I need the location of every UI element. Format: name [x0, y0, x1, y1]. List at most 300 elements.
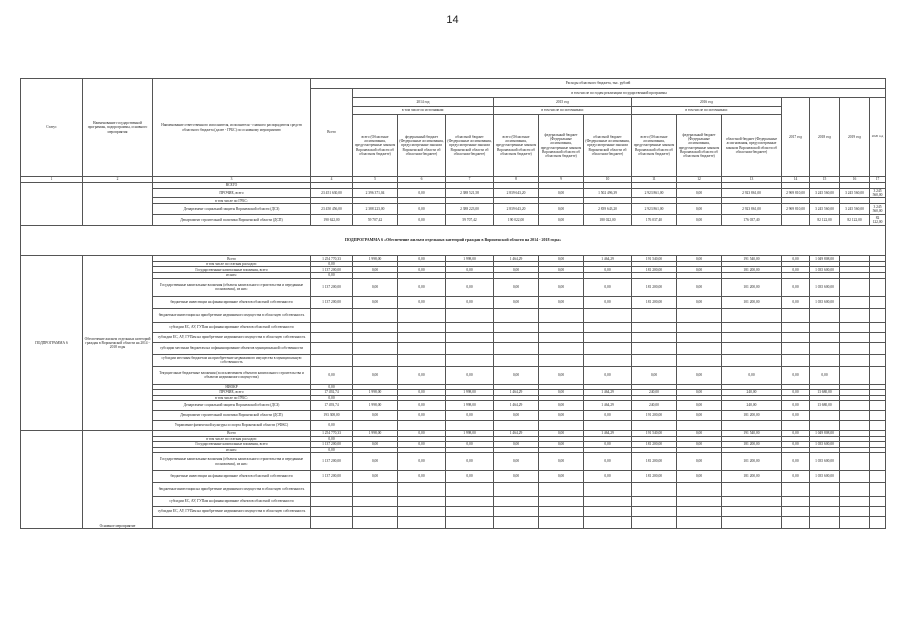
- value-cell: 59 707,42: [353, 215, 398, 226]
- value-cell: 23 451 630,00: [311, 189, 353, 198]
- value-cell: 0,00: [398, 278, 446, 296]
- row-label: субсидии ЕС, АУ, ГУПам на финансирование объектов областной собственности: [153, 322, 311, 332]
- value-cell: 0,00: [311, 447, 353, 452]
- value-cell: [722, 332, 782, 342]
- value-cell: [840, 410, 870, 420]
- value-cell: 0,00: [446, 296, 494, 308]
- expenses-title: Расходы областного бюджета, тыс. рублей: [311, 79, 886, 89]
- value-cell: [446, 322, 494, 332]
- value-cell: 0,00: [677, 453, 722, 471]
- value-cell: 181 200,00: [722, 441, 782, 447]
- status-header: Статус: [21, 79, 83, 177]
- value-cell: 1 464,29: [584, 389, 632, 395]
- value-cell: 0,00: [398, 471, 446, 483]
- value-cell: 0,00: [311, 273, 353, 278]
- value-cell: [782, 420, 810, 430]
- value-cell: 1 137 200,00: [311, 267, 353, 273]
- value-cell: [353, 354, 398, 366]
- value-cell: [840, 420, 870, 430]
- value-cell: [311, 517, 353, 529]
- column-number: 10: [584, 177, 632, 183]
- value-cell: 0,00: [677, 278, 722, 296]
- value-cell: [810, 354, 840, 366]
- year-2014: 2014 год: [353, 98, 494, 107]
- value-cell: 0,00: [584, 278, 632, 296]
- column-number: 5: [353, 177, 398, 183]
- value-cell: [446, 354, 494, 366]
- value-cell: [782, 215, 810, 226]
- value-cell: 1 998,00: [353, 389, 398, 395]
- value-cell: 3 245 560,00: [870, 204, 886, 215]
- value-cell: 0,00: [494, 278, 539, 296]
- value-cell: [584, 354, 632, 366]
- value-cell: [311, 308, 353, 322]
- value-cell: [539, 322, 584, 332]
- year-2016: 2016 год: [632, 98, 782, 107]
- column-number: 4: [311, 177, 353, 183]
- value-cell: [584, 517, 632, 529]
- value-cell: 13 680,00: [810, 400, 840, 410]
- value-cell: [632, 354, 677, 366]
- value-cell: [632, 483, 677, 497]
- value-cell: 0,00: [398, 296, 446, 308]
- row-label: в том числе по статьям расходов:: [153, 436, 311, 441]
- value-cell: 240,00: [722, 400, 782, 410]
- value-cell: [398, 322, 446, 332]
- year-2018: 2018 год: [810, 98, 840, 177]
- value-cell: 1 035 600,00: [810, 267, 840, 273]
- value-cell: [782, 308, 810, 322]
- value-cell: [722, 342, 782, 354]
- value-cell: 3 245 560,00: [840, 189, 870, 198]
- row-label: НИОКР: [153, 384, 311, 389]
- row-label: Государственные капитальные вложения (объекты капитального строительства и переданные полномочия), из них:: [153, 453, 311, 471]
- value-cell: 0,00: [353, 296, 398, 308]
- row-label: субсидии ЕС, АУ, ГУПам на приобретение недвижимого имущества в областную собственность: [153, 507, 311, 517]
- value-cell: 0,00: [677, 441, 722, 447]
- value-cell: [632, 507, 677, 517]
- value-cell: [353, 342, 398, 354]
- value-cell: 1 137 200,00: [311, 471, 353, 483]
- value-cell: 0,00: [539, 215, 584, 226]
- row-label: Государственные капитальные вложения, всего: [153, 441, 311, 447]
- subprogram-title: ПОДПРОГРАММА 6 «Обеспечение жильем отдельных категорий граждан в Воронежской области на 2014 - 2018 годы»: [21, 226, 886, 256]
- value-cell: [446, 308, 494, 322]
- value-cell: [311, 342, 353, 354]
- src-reg-2016: областной бюджет (Федеральные ассигнования, предусмотренные законом Воронежской области об областном бюджете): [722, 115, 782, 177]
- value-cell: [539, 332, 584, 342]
- value-cell: [810, 322, 840, 332]
- value-cell: [677, 332, 722, 342]
- value-cell: [840, 471, 870, 483]
- value-cell: [870, 507, 886, 517]
- value-cell: 0,00: [398, 441, 446, 447]
- value-cell: 0,00: [782, 441, 810, 447]
- value-cell: 0,00: [539, 453, 584, 471]
- value-cell: [810, 497, 840, 507]
- value-cell: [810, 483, 840, 497]
- value-cell: 1 998,00: [353, 256, 398, 262]
- value-cell: 0,00: [677, 471, 722, 483]
- value-cell: 2 839 643,20: [494, 189, 539, 198]
- value-cell: [446, 342, 494, 354]
- value-cell: [539, 507, 584, 517]
- value-cell: [353, 420, 398, 430]
- value-cell: [722, 354, 782, 366]
- value-cell: [840, 366, 870, 384]
- value-cell: 0,00: [398, 189, 446, 198]
- value-cell: 2 923 861,00: [722, 189, 782, 198]
- value-cell: 0,00: [584, 267, 632, 273]
- value-cell: 0,00: [810, 366, 840, 384]
- value-cell: 240,00: [722, 389, 782, 395]
- value-cell: [870, 420, 886, 430]
- value-cell: [810, 332, 840, 342]
- value-cell: 1 998,00: [353, 430, 398, 436]
- value-cell: 1 998,00: [446, 400, 494, 410]
- row-label: ПРОЧИЕ, всего: [153, 389, 311, 395]
- row-label: субсидии местным бюджетам на софинансирование объектов муниципальной собственности: [153, 342, 311, 354]
- value-cell: 82 122,00: [870, 215, 886, 226]
- column-number: 6: [398, 177, 446, 183]
- value-cell: 2 969 810,00: [782, 189, 810, 198]
- value-cell: 0,00: [353, 453, 398, 471]
- value-cell: [539, 354, 584, 366]
- value-cell: 3 245 560,00: [840, 204, 870, 215]
- row-label: Департамент социальной защиты Воронежской области (ДСЗ): [153, 400, 311, 410]
- value-cell: [840, 483, 870, 497]
- value-cell: 0,00: [722, 366, 782, 384]
- value-cell: 0,00: [494, 441, 539, 447]
- src-fed-2016: федеральный бюджет (Федеральные ассигнования, предусмотренные законом Воронежской области об областном бюджете): [677, 115, 722, 177]
- value-cell: 2 969 810,00: [782, 204, 810, 215]
- value-cell: [870, 332, 886, 342]
- value-cell: 0,00: [539, 267, 584, 273]
- value-cell: 0,00: [584, 410, 632, 420]
- value-cell: 0,00: [584, 441, 632, 447]
- value-cell: 0,00: [539, 204, 584, 215]
- value-cell: 0,00: [539, 430, 584, 436]
- value-cell: [782, 507, 810, 517]
- program-name-header: Наименование государственной программы, подпрограммы, основного мероприятия: [83, 79, 153, 177]
- value-cell: [840, 278, 870, 296]
- value-cell: [584, 308, 632, 322]
- value-cell: 0,00: [677, 410, 722, 420]
- value-cell: [870, 400, 886, 410]
- value-cell: 1 998,00: [446, 430, 494, 436]
- value-cell: 0,00: [677, 189, 722, 198]
- column-number: 2: [83, 177, 153, 183]
- value-cell: [677, 308, 722, 322]
- value-cell: 0,00: [539, 256, 584, 262]
- year-2019: 2019 год: [840, 98, 870, 177]
- value-cell: 0,00: [311, 395, 353, 400]
- value-cell: 2 388 521,58: [446, 189, 494, 198]
- value-cell: [677, 517, 722, 529]
- value-cell: [494, 354, 539, 366]
- row-label: Управление физической культуры и спорта Воронежской области (УФКС): [153, 420, 311, 430]
- row-label: в том числе по ГРБС:: [153, 198, 311, 204]
- value-cell: [494, 507, 539, 517]
- src-obl-2016: всего (Областные ассигнования, предусмотренные законом Воронежской области об областном бюджете): [632, 115, 677, 177]
- row-label: Всего: [153, 256, 311, 262]
- value-cell: 0,00: [446, 267, 494, 273]
- row-label: ВСЕГО: [153, 183, 311, 189]
- value-cell: [539, 342, 584, 354]
- value-cell: 0,00: [398, 430, 446, 436]
- value-cell: 2 839 643,20: [494, 204, 539, 215]
- value-cell: 59 707,42: [446, 215, 494, 226]
- value-cell: 17 492,74: [311, 389, 353, 395]
- value-cell: [677, 322, 722, 332]
- budget-table: [20, 78, 886, 529]
- value-cell: 191 540,00: [632, 430, 677, 436]
- column-number: 15: [810, 177, 840, 183]
- value-cell: 0,00: [677, 389, 722, 395]
- value-cell: 1 502 496,39: [584, 189, 632, 198]
- value-cell: 0,00: [677, 296, 722, 308]
- value-cell: [870, 517, 886, 529]
- value-cell: 0,00: [677, 400, 722, 410]
- value-cell: [398, 342, 446, 354]
- value-cell: 0,00: [353, 441, 398, 447]
- value-cell: [311, 483, 353, 497]
- value-cell: 0,00: [446, 410, 494, 420]
- value-cell: [494, 342, 539, 354]
- value-cell: [870, 483, 886, 497]
- value-cell: 1 035 600,00: [810, 296, 840, 308]
- column-number: 7: [446, 177, 494, 183]
- value-cell: 191 540,00: [722, 430, 782, 436]
- value-cell: 181 200,00: [632, 267, 677, 273]
- row-label: ПРОЧИЕ, всего: [153, 189, 311, 198]
- value-cell: 0,00: [632, 366, 677, 384]
- value-cell: [494, 483, 539, 497]
- value-cell: [840, 453, 870, 471]
- src-reg-2015: областной бюджет (Федеральные ассигнования, предусмотренные законом Воронежской области об областном бюджете): [584, 115, 632, 177]
- value-cell: 0,00: [584, 296, 632, 308]
- value-cell: 0,00: [353, 267, 398, 273]
- value-cell: 0,00: [584, 471, 632, 483]
- value-cell: 0,00: [446, 453, 494, 471]
- value-cell: 13 680,00: [810, 389, 840, 395]
- value-cell: 1 035 600,00: [810, 278, 840, 296]
- column-number: 8: [494, 177, 539, 183]
- value-cell: [398, 497, 446, 507]
- value-cell: [677, 354, 722, 366]
- incl-sources-2015: в том числе по источникам:: [494, 107, 632, 115]
- value-cell: 1 464,29: [494, 256, 539, 262]
- value-cell: 0,00: [311, 384, 353, 389]
- value-cell: [494, 420, 539, 430]
- page-number: 14: [446, 14, 459, 26]
- src-obl-2015: всего (Областные ассигнования, предусмотренные законом Воронежской области об областном бюджете): [494, 115, 539, 177]
- total-header: Всего: [311, 89, 353, 177]
- value-cell: 181 200,00: [722, 267, 782, 273]
- value-cell: 1 035 600,00: [810, 453, 840, 471]
- value-cell: 0,00: [494, 453, 539, 471]
- value-cell: [722, 308, 782, 322]
- value-cell: [398, 483, 446, 497]
- value-cell: 0,00: [677, 204, 722, 215]
- row-label: Департамент строительной политики Воронежской области (ДСП): [153, 410, 311, 420]
- value-cell: 181 200,00: [632, 441, 677, 447]
- value-cell: 101 200,00: [722, 278, 782, 296]
- value-cell: 0,00: [539, 366, 584, 384]
- value-cell: 0,00: [539, 189, 584, 198]
- value-cell: 0,00: [584, 453, 632, 471]
- value-cell: 191 540,00: [722, 256, 782, 262]
- value-cell: 0,00: [782, 366, 810, 384]
- row-label: из них:: [153, 447, 311, 452]
- value-cell: [632, 517, 677, 529]
- row-label: Государственные капитальные вложения, всего: [153, 267, 311, 273]
- year-2015: 2015 год: [494, 98, 632, 107]
- value-cell: 1 137 200,00: [311, 453, 353, 471]
- value-cell: 0,00: [782, 389, 810, 395]
- value-cell: [722, 497, 782, 507]
- row-label: бюджетные инвестиции на финансирование объектов областной собственности: [153, 471, 311, 483]
- value-cell: [870, 471, 886, 483]
- value-cell: 0,00: [398, 366, 446, 384]
- value-cell: 0,00: [353, 366, 398, 384]
- value-cell: 240,00: [632, 400, 677, 410]
- value-cell: [398, 354, 446, 366]
- value-cell: 0,00: [782, 278, 810, 296]
- row-label: субсидии ЕС, АУ, ГУПам на финансирование объектов областной собственности: [153, 497, 311, 507]
- value-cell: 0,00: [494, 267, 539, 273]
- value-cell: [446, 497, 494, 507]
- value-cell: [398, 308, 446, 322]
- value-cell: [782, 354, 810, 366]
- value-cell: [584, 322, 632, 332]
- value-cell: [870, 366, 886, 384]
- value-cell: 0,00: [398, 389, 446, 395]
- value-cell: 1 254 770,33: [311, 430, 353, 436]
- value-cell: 23 450 456,00: [311, 204, 353, 215]
- value-cell: 2 923 861,00: [632, 189, 677, 198]
- value-cell: 0,00: [311, 366, 353, 384]
- value-cell: 0,00: [353, 410, 398, 420]
- subprogram-status: ПОДПРОГРАММА 6: [21, 256, 83, 431]
- incl-sources-2014: в том числе по источникам:: [353, 107, 494, 115]
- value-cell: 2 923 861,00: [632, 204, 677, 215]
- value-cell: 181 200,00: [632, 471, 677, 483]
- value-cell: 0,00: [398, 400, 446, 410]
- value-cell: 0,00: [677, 366, 722, 384]
- row-label: Департамент строительной политики Воронежской области (ДСП): [153, 215, 311, 226]
- column-number: 12: [677, 177, 722, 183]
- value-cell: [722, 507, 782, 517]
- value-cell: 1 035 600,00: [810, 471, 840, 483]
- value-cell: [353, 332, 398, 342]
- value-cell: [494, 332, 539, 342]
- column-number: 1: [21, 177, 83, 183]
- value-cell: [584, 497, 632, 507]
- value-cell: [398, 507, 446, 517]
- value-cell: 0,00: [494, 471, 539, 483]
- value-cell: [870, 296, 886, 308]
- row-label: в том числе по ГРБС:: [153, 395, 311, 400]
- value-cell: [782, 517, 810, 529]
- value-cell: [677, 483, 722, 497]
- value-cell: 2 839 643,20: [584, 204, 632, 215]
- value-cell: [870, 497, 886, 507]
- value-cell: 0,00: [782, 256, 810, 262]
- value-cell: [782, 483, 810, 497]
- blank-cell: [83, 183, 153, 226]
- value-cell: [870, 278, 886, 296]
- value-cell: 0,00: [446, 278, 494, 296]
- row-label: [153, 517, 311, 529]
- value-cell: [398, 517, 446, 529]
- value-cell: 0,00: [782, 471, 810, 483]
- row-label: Текущие иные бюджетные вложения (за исключением объектов капитального строительства и объектов недвижимого имущества): [153, 366, 311, 384]
- value-cell: 0,00: [311, 420, 353, 430]
- src-reg-2014: областной бюджет (Федеральные ассигнования, предусмотренные законом Воронежской области об областном бюджете): [446, 115, 494, 177]
- row-label: в том числе по статьям расходов:: [153, 262, 311, 267]
- value-cell: 2 923 861,00: [722, 204, 782, 215]
- value-cell: [311, 354, 353, 366]
- value-cell: 3 245 560,00: [870, 189, 886, 198]
- value-cell: 181 200,00: [722, 410, 782, 420]
- value-cell: [677, 507, 722, 517]
- value-cell: 1 998,00: [446, 256, 494, 262]
- value-cell: [722, 483, 782, 497]
- value-cell: [494, 497, 539, 507]
- value-cell: [870, 410, 886, 420]
- value-cell: [810, 517, 840, 529]
- value-cell: [539, 308, 584, 322]
- value-cell: [311, 322, 353, 332]
- value-cell: 0,00: [398, 453, 446, 471]
- value-cell: [840, 507, 870, 517]
- value-cell: 0,00: [398, 215, 446, 226]
- value-cell: 0,00: [584, 366, 632, 384]
- value-cell: 0,00: [494, 366, 539, 384]
- value-cell: 176 037,40: [722, 215, 782, 226]
- row-label: Государственные капитальные вложения (объекты капитального строительства и переданные полномочия), из них:: [153, 278, 311, 296]
- value-cell: 0,00: [446, 441, 494, 447]
- value-cell: [494, 322, 539, 332]
- row-label: бюджетные инвестиции на приобретение недвижимого имущества в областную собственность: [153, 308, 311, 322]
- value-cell: 1 464,29: [584, 400, 632, 410]
- value-cell: [722, 322, 782, 332]
- value-cell: 0,00: [398, 410, 446, 420]
- value-cell: [870, 354, 886, 366]
- subprogram-name: Обеспечение жильем отдельных категорий граждан в Воронежской области на 2014 - 2018 годы: [83, 256, 153, 431]
- value-cell: 1 254 770,33: [311, 256, 353, 262]
- value-cell: [782, 342, 810, 354]
- value-cell: 0,00: [782, 400, 810, 410]
- value-cell: [782, 322, 810, 332]
- value-cell: [870, 342, 886, 354]
- value-cell: [632, 332, 677, 342]
- row-label: бюджетные инвестиции на финансирование объектов областной собственности: [153, 296, 311, 308]
- value-cell: [584, 342, 632, 354]
- value-cell: [311, 332, 353, 342]
- value-cell: [584, 332, 632, 342]
- column-number: 16: [840, 177, 870, 183]
- value-cell: 0,00: [446, 366, 494, 384]
- value-cell: [446, 517, 494, 529]
- main-event-name: Основное мероприятие: [83, 430, 153, 528]
- value-cell: [782, 332, 810, 342]
- value-cell: 0,00: [539, 389, 584, 395]
- value-cell: 0,00: [311, 436, 353, 441]
- value-cell: 0,00: [446, 471, 494, 483]
- value-cell: 0,00: [494, 410, 539, 420]
